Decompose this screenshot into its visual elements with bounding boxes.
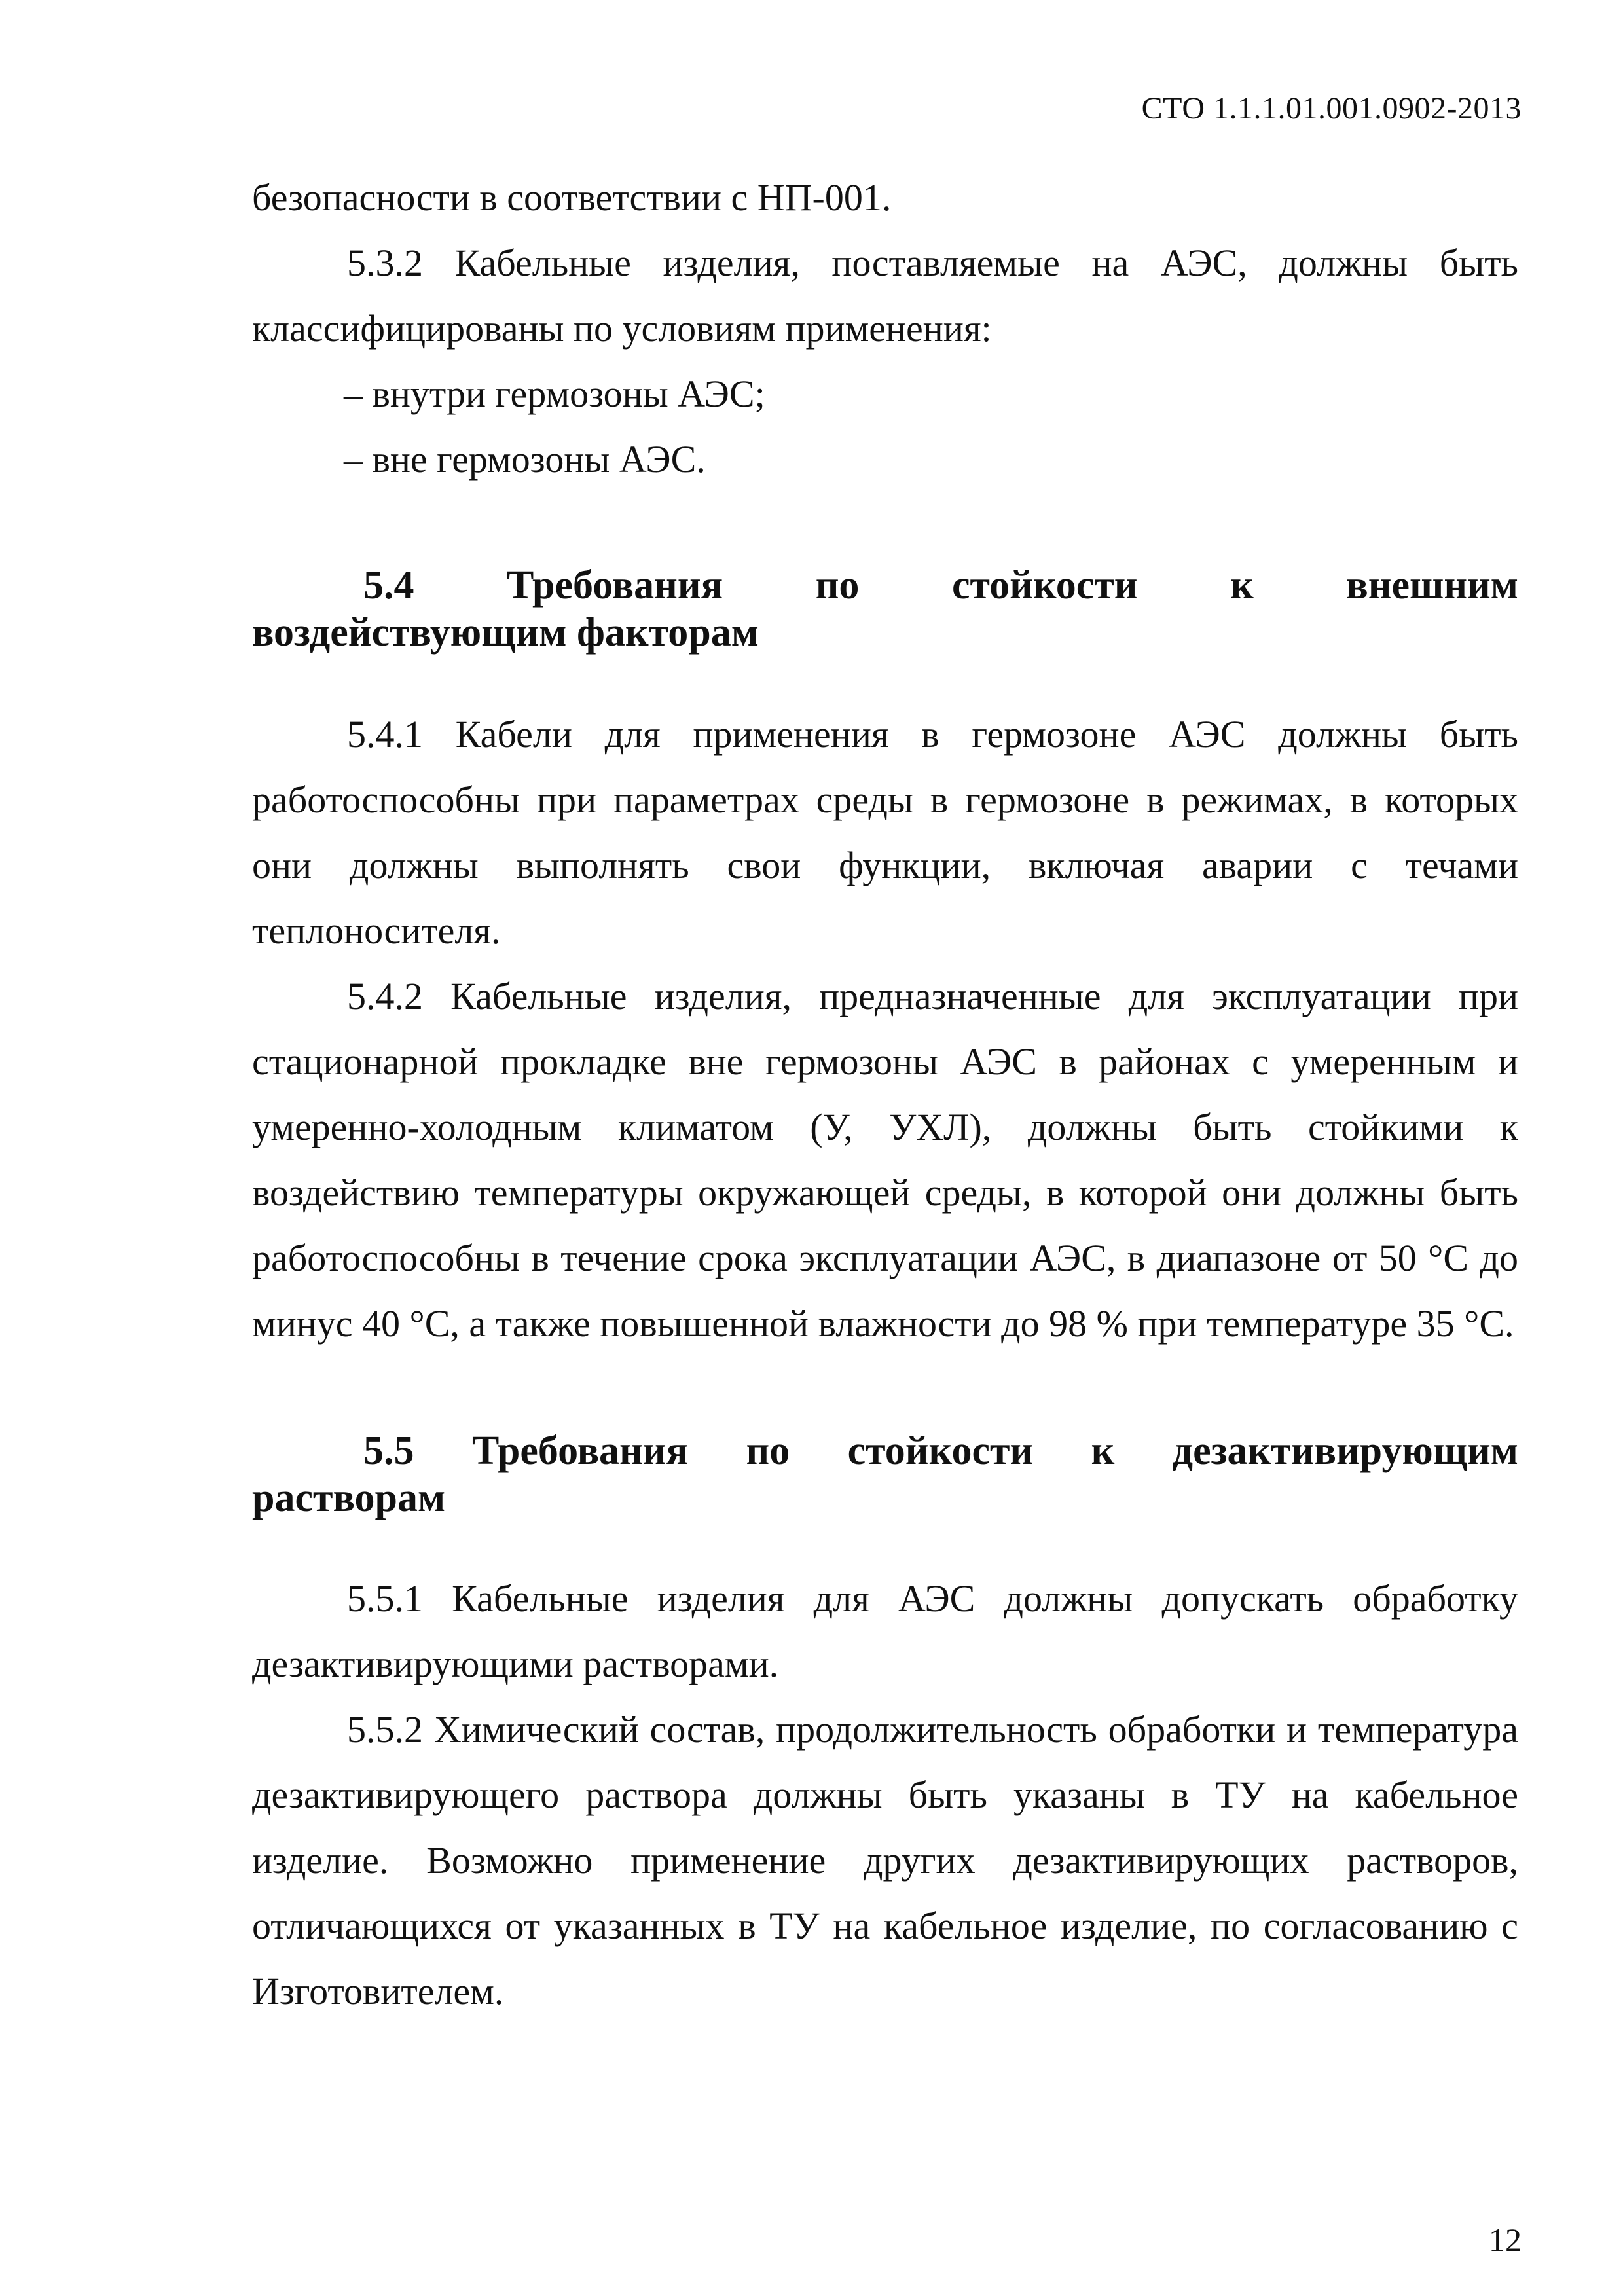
section-54-body <box>252 702 1518 1357</box>
heading-5-5-line2: растворам <box>252 1476 446 1520</box>
paragraph-5-4-2: 5.4.2 Кабельные изделия, предназначенные для эксплуатации при стационарной прокладке вне гермозоны АЭС в районах с умеренным и умеренно-холодным климатом (У, УХЛ), должны быть стойкими к воздействию температуры окружающей среды, в которой они должны быть работоспособны в течение срока эксплуатации АЭС, в диапазоне от 50 °С до минус 40 °С, а также повышенной влажности до 98 % при температуре 35 °С. <box>252 975 1518 1345</box>
paragraph-5-5-2: 5.5.2 Химический состав, продолжительность обработки и температура дезактивирующего раствора должны быть указаны в ТУ на кабельное изделие. Возможно применение других дезактивирующих растворов, отличающихся от указанных в ТУ на кабельное изделие, по согласованию с Изготовителем. <box>252 1708 1518 2013</box>
heading-5-5-line1: 5.5 Требования по стойкости к дезактивирующим <box>363 1429 1518 1473</box>
list-item-inside-zone: – внутри гермозоны АЭС; <box>344 373 765 415</box>
paragraph-5-4-1: 5.4.1 Кабели для применения в гермозоне АЭС должны быть работоспособны при параметрах среды в гермозоне в режимах, в которых они должны выполнять свои функции, включая аварии с течами теплоносителя. <box>252 713 1518 952</box>
page-number: 12 <box>1489 2221 1522 2258</box>
list-item-outside-zone: – вне гермозоны АЭС. <box>344 438 706 481</box>
document-code: СТО 1.1.1.01.001.0902-2013 <box>1141 91 1522 126</box>
section-55-body <box>252 1566 1518 2024</box>
heading-5-4-line1: 5.4 Требования по стойкости к внешним <box>363 563 1518 608</box>
heading-5-4 <box>252 562 1518 656</box>
paragraph-5-3-2: 5.3.2 Кабельные изделия, поставляемые на АЭС, должны быть классифицированы по условиям применения: <box>252 242 1518 350</box>
paragraph-continuation: безопасности в соответствии с НП-001. <box>252 176 892 219</box>
heading-5-5 <box>252 1427 1518 1522</box>
heading-5-4-line2: воздействующим факторам <box>252 610 759 655</box>
paragraph-5-5-1: 5.5.1 Кабельные изделия для АЭС должны допускать обработку дезактивирующими растворами. <box>252 1577 1518 1685</box>
section-53-continuation <box>252 165 1518 492</box>
